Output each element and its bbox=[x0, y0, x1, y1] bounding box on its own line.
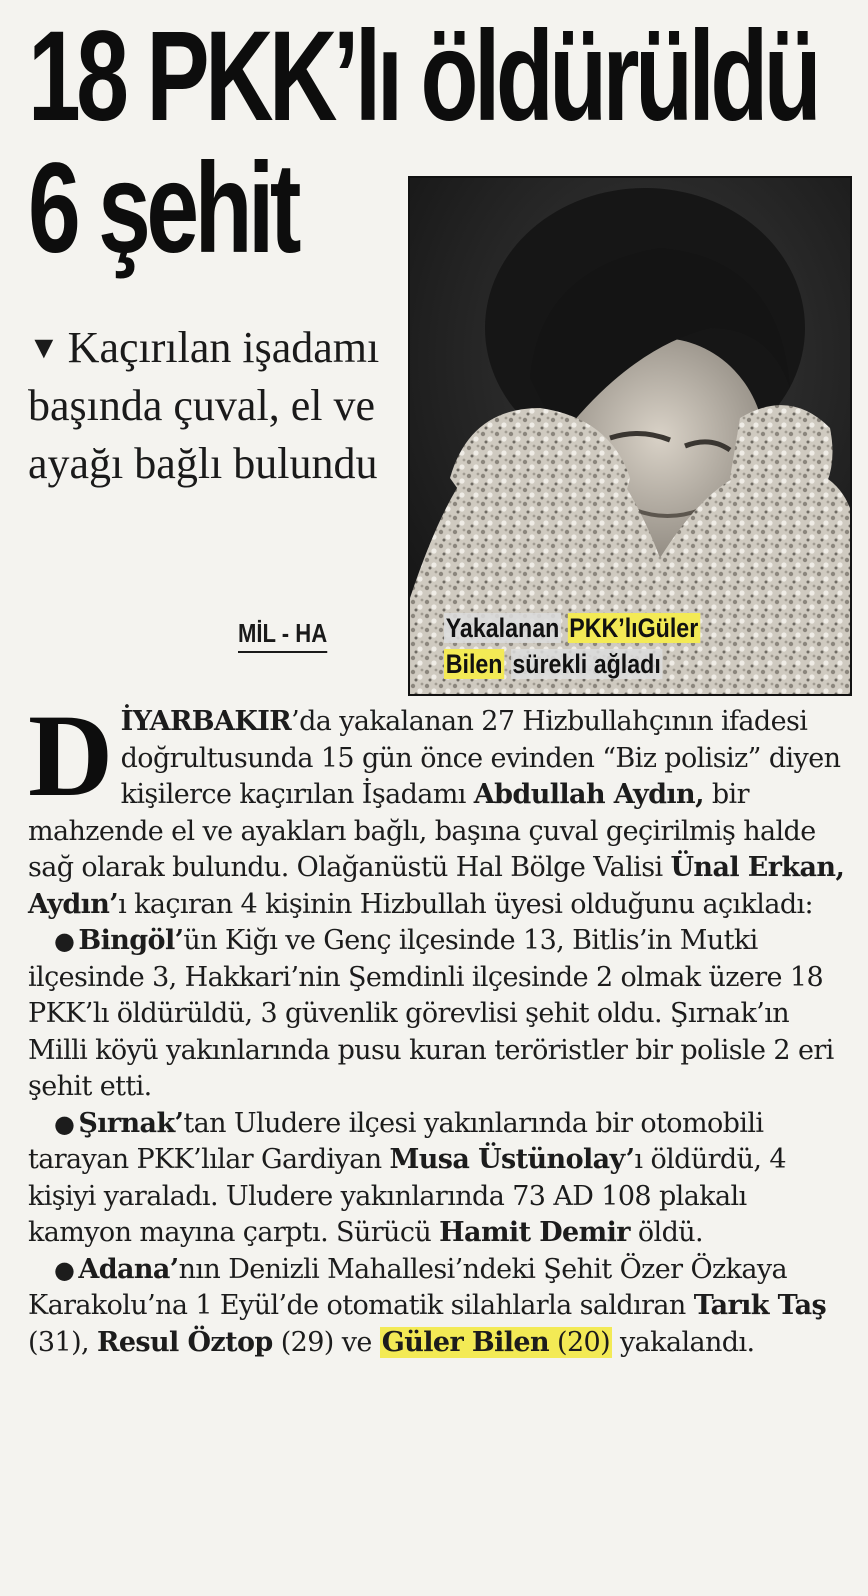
text-bold: Tarık Taş bbox=[693, 1290, 827, 1321]
text-bold: Şırnak’ bbox=[78, 1107, 184, 1139]
subheadline-text: Kaçırılan işadamı başında çuval, el ve ayağı bağlı bulundu bbox=[28, 323, 380, 488]
text-bold: Güler Bilen bbox=[381, 1326, 550, 1358]
text-bold: Resul Öztop bbox=[97, 1326, 273, 1358]
text: ı öldürdü, 4 kişiyi yaraladı. Uludere yakınlarında 73 AD 108 plakalı kamyon mayına çarptı. Sürücü bbox=[28, 1144, 786, 1248]
paragraph-2 bbox=[28, 923, 848, 1106]
caption-part-1: Yakalanan bbox=[445, 613, 560, 643]
paragraph-1 bbox=[28, 690, 848, 923]
text-bold: Ünal Erkan, Aydın’ bbox=[28, 852, 845, 920]
text: tan Uludere ilçesi yakınlarında bir otomobili tarayan PKK’lılar Gardiyan bbox=[28, 1107, 764, 1175]
text: bir mahzende el ve ayakları bağlı, başına çuval geçirilmiş halde sağ olarak bulundu. Olağanüstü Hal Bölge Valisi bbox=[28, 779, 816, 883]
bullet-icon: ● bbox=[54, 1109, 75, 1138]
drop-cap: D bbox=[28, 690, 113, 821]
text: ’da yakalanan 27 Hizbullahçının ifadesi doğrultusunda 15 gün önce evinden “Biz polisiz” diyen kişilerce kaçırılan İşadamı bbox=[120, 706, 841, 810]
triangle-down-icon: ▼ bbox=[28, 329, 60, 365]
subheadline bbox=[28, 318, 388, 493]
highlighted-name bbox=[380, 1327, 612, 1358]
paragraph-3 bbox=[28, 1106, 848, 1252]
text: nın Denizli Mahallesi’ndeki Şehit Özer Özkaya Karakolu’na 1 Eyül’de otomatik silahlarla saldıran bbox=[28, 1253, 788, 1321]
caption-highlight-1: PKK’lıGüler bbox=[569, 613, 699, 643]
text-bold: Hamit Demir bbox=[439, 1217, 630, 1248]
text-bold: Bingöl’ bbox=[78, 925, 184, 956]
text-bold: Adana’ bbox=[78, 1253, 179, 1285]
text: öldü. bbox=[629, 1217, 704, 1248]
headline-line-1: 18 PKK’lı öldürüldü bbox=[28, 5, 818, 148]
caption-part-4: sürekli ağladı bbox=[512, 649, 661, 679]
news-photo bbox=[408, 176, 852, 696]
text: ı kaçıran 4 kişinin Hizbullah üyesi olduğunu açıkladı: bbox=[118, 888, 814, 920]
text-bold: İYARBAKIR bbox=[120, 706, 292, 737]
photo-caption bbox=[444, 610, 788, 682]
text: (31), bbox=[28, 1326, 97, 1358]
text: ün Kiğı ve Genç ilçesinde 13, Bitlis’in Mutki ilçesinde 3, Hakkari’nin Şemdinli ilçesinde 2 olmak üzere 18 PKK’lı öldürüldü, 3 güvenlik görevlisi şehit oldu. Şırnak’ın Milli köyü yakınlarında pusu kuran teröristler bir polisle 2 eri şehit etti. bbox=[28, 925, 834, 1102]
bullet-icon: ● bbox=[54, 927, 75, 955]
text-bold: Musa Üstünolay’ bbox=[389, 1144, 635, 1175]
headline-line-2: 6 şehit bbox=[28, 137, 297, 280]
article-body bbox=[28, 690, 848, 1361]
bullet-icon: ● bbox=[54, 1255, 75, 1284]
text: (20) bbox=[549, 1326, 611, 1358]
text: (29) ve bbox=[272, 1326, 380, 1358]
text: yakalandı. bbox=[612, 1326, 755, 1358]
paragraph-4 bbox=[28, 1252, 848, 1362]
text-bold: Abdullah Aydın, bbox=[473, 779, 704, 810]
news-agency-credit: MİL - HA bbox=[238, 618, 327, 653]
caption-highlight-2: Bilen bbox=[445, 649, 503, 679]
